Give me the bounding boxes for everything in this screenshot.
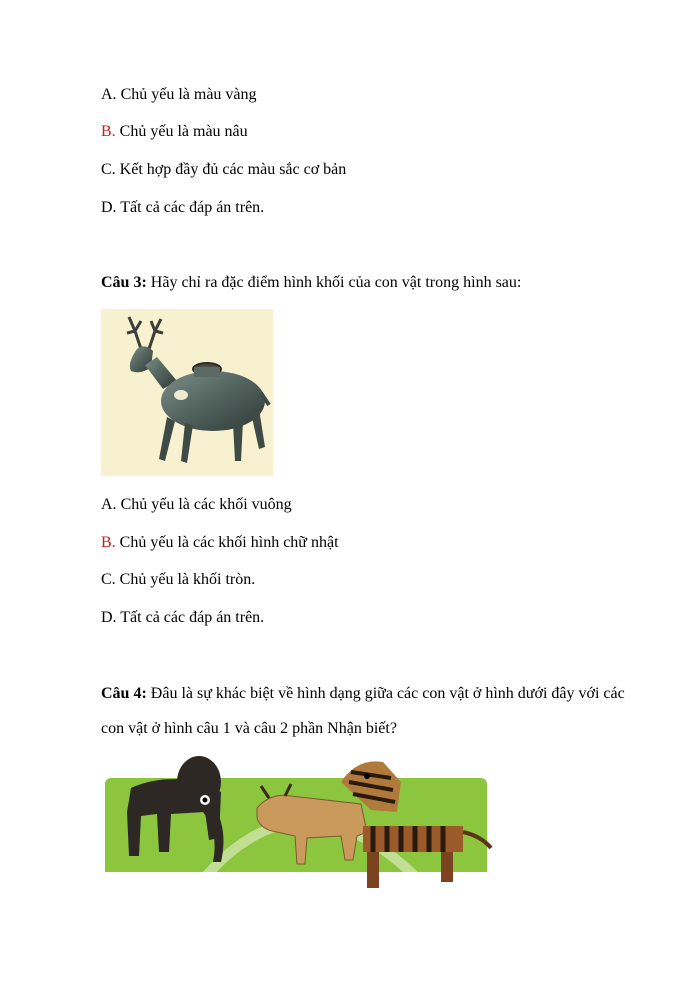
q4-question-line2 bbox=[101, 718, 397, 740]
q2-option-a-text: Chủ yếu là màu vàng bbox=[116, 86, 257, 103]
q3-option-a-letter: A. bbox=[101, 496, 117, 513]
q2-option-c bbox=[101, 159, 346, 181]
cardboard-animals-image bbox=[101, 752, 501, 897]
q4-question-line1 bbox=[101, 683, 625, 705]
q3-option-c bbox=[101, 569, 255, 591]
q2-option-a bbox=[101, 84, 257, 106]
q3-text: Hãy chỉ ra đặc điểm hình khối của con vật trong hình sau: bbox=[146, 274, 522, 291]
q3-option-a-text: Chủ yếu là các khối vuông bbox=[116, 496, 292, 513]
q2-option-b-text: Chủ yếu là màu nâu bbox=[115, 123, 248, 140]
q2-option-b bbox=[101, 121, 248, 143]
q3-option-c-letter: C. bbox=[101, 571, 116, 588]
q3-option-b-text: Chủ yếu là các khối hình chữ nhật bbox=[115, 534, 339, 551]
cardboard-animals-icon bbox=[101, 752, 501, 897]
q3-option-d-text: Tất cả các đáp án trên. bbox=[116, 609, 265, 626]
q4-label: Câu 4: bbox=[101, 685, 147, 702]
q4-text-line1: Đâu là sự khác biệt về hình dạng giữa các con vật ở hình dưới đây với các bbox=[146, 685, 625, 702]
q3-option-b bbox=[101, 532, 339, 554]
q2-option-c-text: Kết hợp đầy đủ các màu sắc cơ bản bbox=[115, 161, 347, 178]
q2-option-b-letter: B. bbox=[101, 123, 116, 140]
q2-option-d-text: Tất cả các đáp án trên. bbox=[116, 199, 265, 216]
q4-text-line2: con vật ở hình câu 1 và câu 2 phần Nhận biết? bbox=[101, 720, 397, 737]
q2-option-d-letter: D. bbox=[101, 199, 117, 216]
q2-option-a-letter: A. bbox=[101, 86, 117, 103]
q3-option-a bbox=[101, 494, 292, 516]
q2-option-d bbox=[101, 197, 264, 219]
q3-option-b-letter: B. bbox=[101, 534, 116, 551]
q3-option-c-text: Chủ yếu là khối tròn. bbox=[115, 571, 256, 588]
q3-question bbox=[101, 272, 521, 294]
q3-option-d bbox=[101, 607, 264, 629]
bronze-deer-figure-icon bbox=[101, 309, 273, 476]
q3-option-d-letter: D. bbox=[101, 609, 117, 626]
bronze-deer-image bbox=[101, 309, 273, 476]
q3-label: Câu 3: bbox=[101, 274, 147, 291]
q2-option-c-letter: C. bbox=[101, 161, 116, 178]
